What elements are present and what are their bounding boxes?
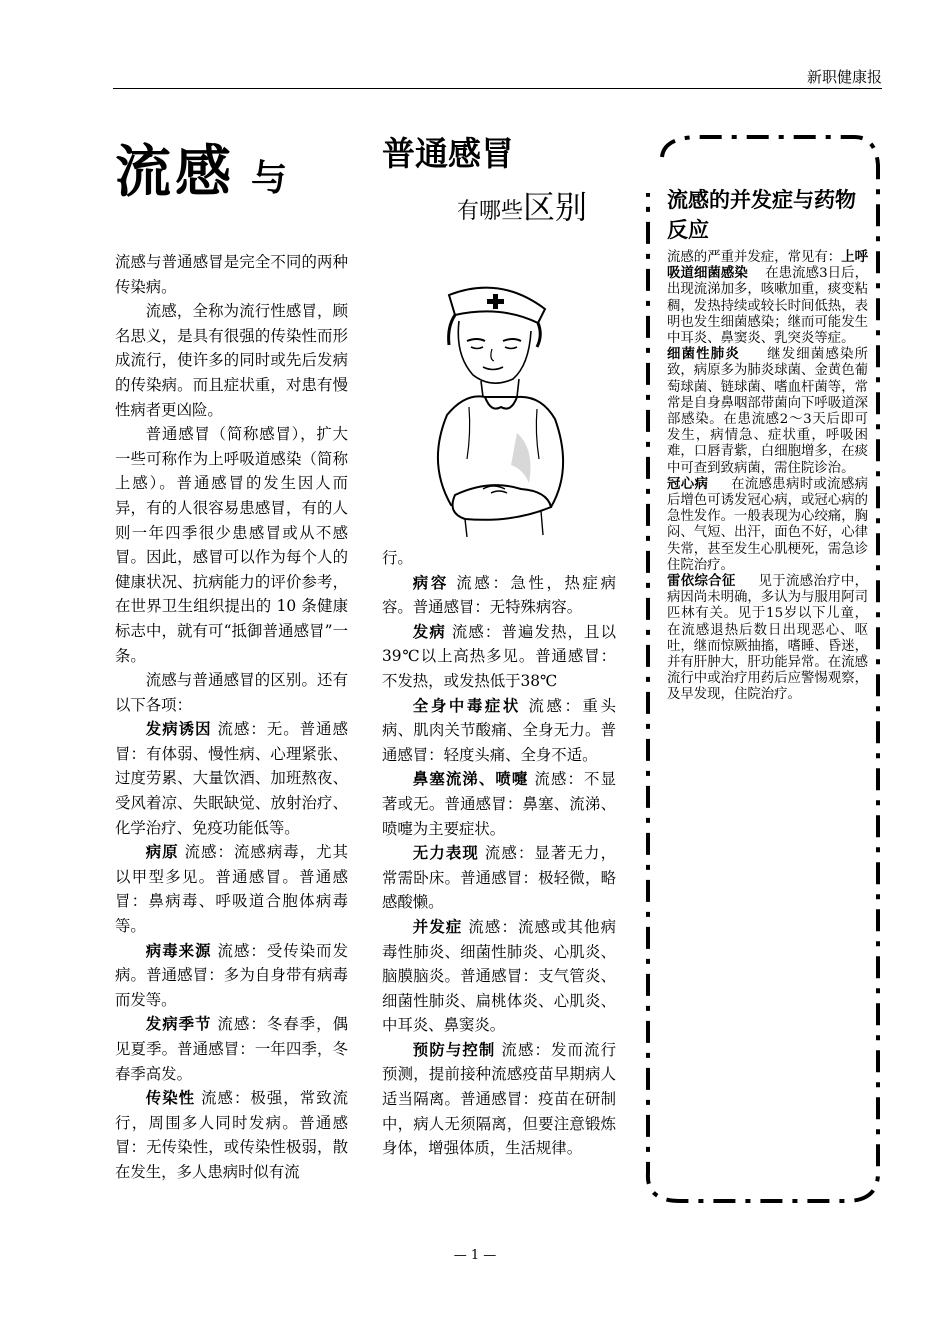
sidebar-term: 雷依综合征 <box>667 574 736 590</box>
sidebar-item <box>667 477 868 574</box>
publication-name: 新职健康报 <box>806 68 882 86</box>
comparison-item <box>382 620 616 694</box>
item-term: 并发症 <box>412 917 463 936</box>
title-main: 流感 <box>115 139 235 205</box>
item-text: 流感：显著无力，常需卧床。普通感冒：极轻微，略感酸懒。 <box>382 844 616 912</box>
article-column-2 <box>382 546 616 1161</box>
comparison-item <box>382 694 616 768</box>
comparison-item <box>382 1038 616 1161</box>
item-text: 流感：发而流行预测，提前接种流感疫苗早期病人适当隔离。普通感冒：疫苗在研制中，病人无须隔离，但要注意锻炼身体，增强体质，生活规律。 <box>382 1040 616 1158</box>
sidebar-term: 上呼吸道细菌感染 <box>667 250 869 282</box>
paragraph: 行。 <box>382 549 413 567</box>
item-term: 病原 <box>145 843 179 862</box>
sidebar-item <box>667 574 868 704</box>
sidebar-title: 流感的并发症与药物反应 <box>667 188 856 242</box>
paragraph: 普通感冒（简称感冒），扩大一些可称作为上呼吸道感染（简称上感）。普通感冒的发生因人而异，有的人很容易患感冒，有的人则一年四季很少患感冒或从不感冒。因此，感冒可以作为每个人的健康状况、抗病能力的评价参考，在世界卫生组织提出的 10 条健康标志中，就有可“抵御普通感冒”一条。 <box>115 425 348 665</box>
item-text: 流感：无。普通感冒：有体弱、慢性病、心理紧张、过度劳累、大量饮酒、加班熬夜、受风着凉、失眠缺觉、放射治疗、化学治疗、免疫功能低等。 <box>115 720 348 837</box>
comparison-item <box>382 841 616 915</box>
item-term: 发病诱因 <box>145 720 212 739</box>
item-text: 流感：冬春季，偶见夏季。普通感冒：一年四季，冬春季高发。 <box>115 1015 348 1083</box>
sidebar-text: 在患流感3日后，出现流涕加多，咳嗽加重，痰变粘稠，发热持续或较长时间低热，表明也发生细菌感染；继而可能发生中耳炎、鼻窦炎、乳突炎等症。 <box>667 266 869 347</box>
comparison-item <box>382 767 616 841</box>
comparison-item <box>115 1086 348 1184</box>
item-text: 流感：普遍发热，且以39℃以上高热多见。普通感冒：不发热，或发热低于38℃ <box>382 622 616 690</box>
title-connector: 与 <box>251 157 288 199</box>
item-term: 传染性 <box>145 1089 196 1108</box>
sidebar-term: 冠心病 <box>667 476 709 492</box>
item-text: 流感：受传染而发病。普通感冒：多为自身带有病毒而发等。 <box>115 941 348 1009</box>
item-text: 流感：重头病、肌肉关节酸痛、全身无力。普通感冒：轻度头痛、全身不适。 <box>382 696 616 764</box>
item-term: 无力表现 <box>412 844 479 863</box>
comparison-item <box>382 571 616 620</box>
item-text: 流感：急性，热症病容。普通感冒：无特殊病容。 <box>382 573 616 617</box>
item-term: 发病 <box>412 622 446 641</box>
sidebar-text: 继发细菌感染所致，病原多为肺炎球菌、金黄色葡萄球菌、链球菌、嗜血杆菌等，常常是自身鼻咽部带菌向下呼吸道深部感染。在患流感2～3天后即可发生，病情急、症状重，呼吸困难，口唇青紫，白细胞增多，在痰中可查到致病菌，需住院诊治。 <box>667 347 869 476</box>
comparison-item <box>115 717 348 840</box>
sidebar-body <box>667 250 868 704</box>
comparison-item <box>115 840 348 938</box>
comparison-item <box>382 915 616 1038</box>
item-term: 病容 <box>412 573 449 592</box>
item-term: 全身中毒症状 <box>412 696 521 715</box>
item-term: 发病季节 <box>145 1015 212 1034</box>
item-text: 流感：流感病毒，尤其以甲型多见。普通感冒。普通感冒：鼻病毒、呼吸道合胞体病毒等。 <box>115 843 348 936</box>
title-subtitle <box>457 182 587 228</box>
comparison-item <box>115 1012 348 1086</box>
paragraph: 流感，全称为流行性感冒，顾名思义，是具有很强的传染性而形成流行，使许多的同时或先后发病的传染病。而且症状重，对患有慢性病者更凶险。 <box>115 302 348 419</box>
sidebar-intro: 流感的严重并发症，常见有： <box>667 250 842 265</box>
item-text: 流感：极强，常致流行，周围多人同时发病。普通感冒：无传染性，或传染性极弱，散在发生，多人患病时似有流 <box>115 1089 348 1181</box>
page-number: — 1 — <box>453 1248 497 1263</box>
subtitle-prefix: 有哪些 <box>457 199 524 224</box>
nurse-illustration <box>425 283 575 538</box>
article-column-1 <box>115 250 348 1185</box>
item-text: 流感：不显著或无。普通感冒：鼻塞、流涕、喷嚏为主要症状。 <box>382 770 616 838</box>
item-term: 鼻塞流涕、喷嚏 <box>412 770 529 789</box>
sidebar-text: 见于流感治疗中，病因尚未明确，多认为与服用阿司匹林有关。见于15岁以下儿童，在流感退热后数日出现恶心、呕吐，继而惊厥抽搐，嗜睡、昏迷，并有肝肿大，肝功能异常。在流感流行中或治疗用药后应警惕观察，及早发现，住院治疗。 <box>667 574 868 703</box>
header-rule <box>113 88 882 89</box>
subtitle-emphasis: 区别 <box>523 188 588 226</box>
item-term: 病毒来源 <box>145 941 212 960</box>
paragraph: 流感与普通感冒的区别。还有以下各项： <box>115 671 348 714</box>
item-term: 预防与控制 <box>412 1040 496 1059</box>
sidebar-term: 细菌性肺炎 <box>667 347 740 363</box>
sidebar-item <box>667 347 868 477</box>
comparison-item <box>115 939 348 1013</box>
sidebar-item <box>667 250 868 347</box>
item-text: 流感：流感或其他病毒性肺炎、细菌性肺炎、心肌炎、脑膜脑炎。普通感冒：支气管炎、细菌性肺炎、扁桃体炎、心肌炎、中耳炎、鼻窦炎。 <box>382 917 616 1035</box>
title-second: 普通感冒 <box>382 134 514 173</box>
sidebar-text: 在流感患病时或流感病后增色可诱发冠心病，或冠心病的急性发作。一般表现为心绞痛，胸闷、气短、出汗，面色不好，心律失常，甚至发生心肌梗死，需急诊住院治疗。 <box>667 476 868 573</box>
paragraph: 流感与普通感冒是完全不同的两种传染病。 <box>115 253 348 296</box>
